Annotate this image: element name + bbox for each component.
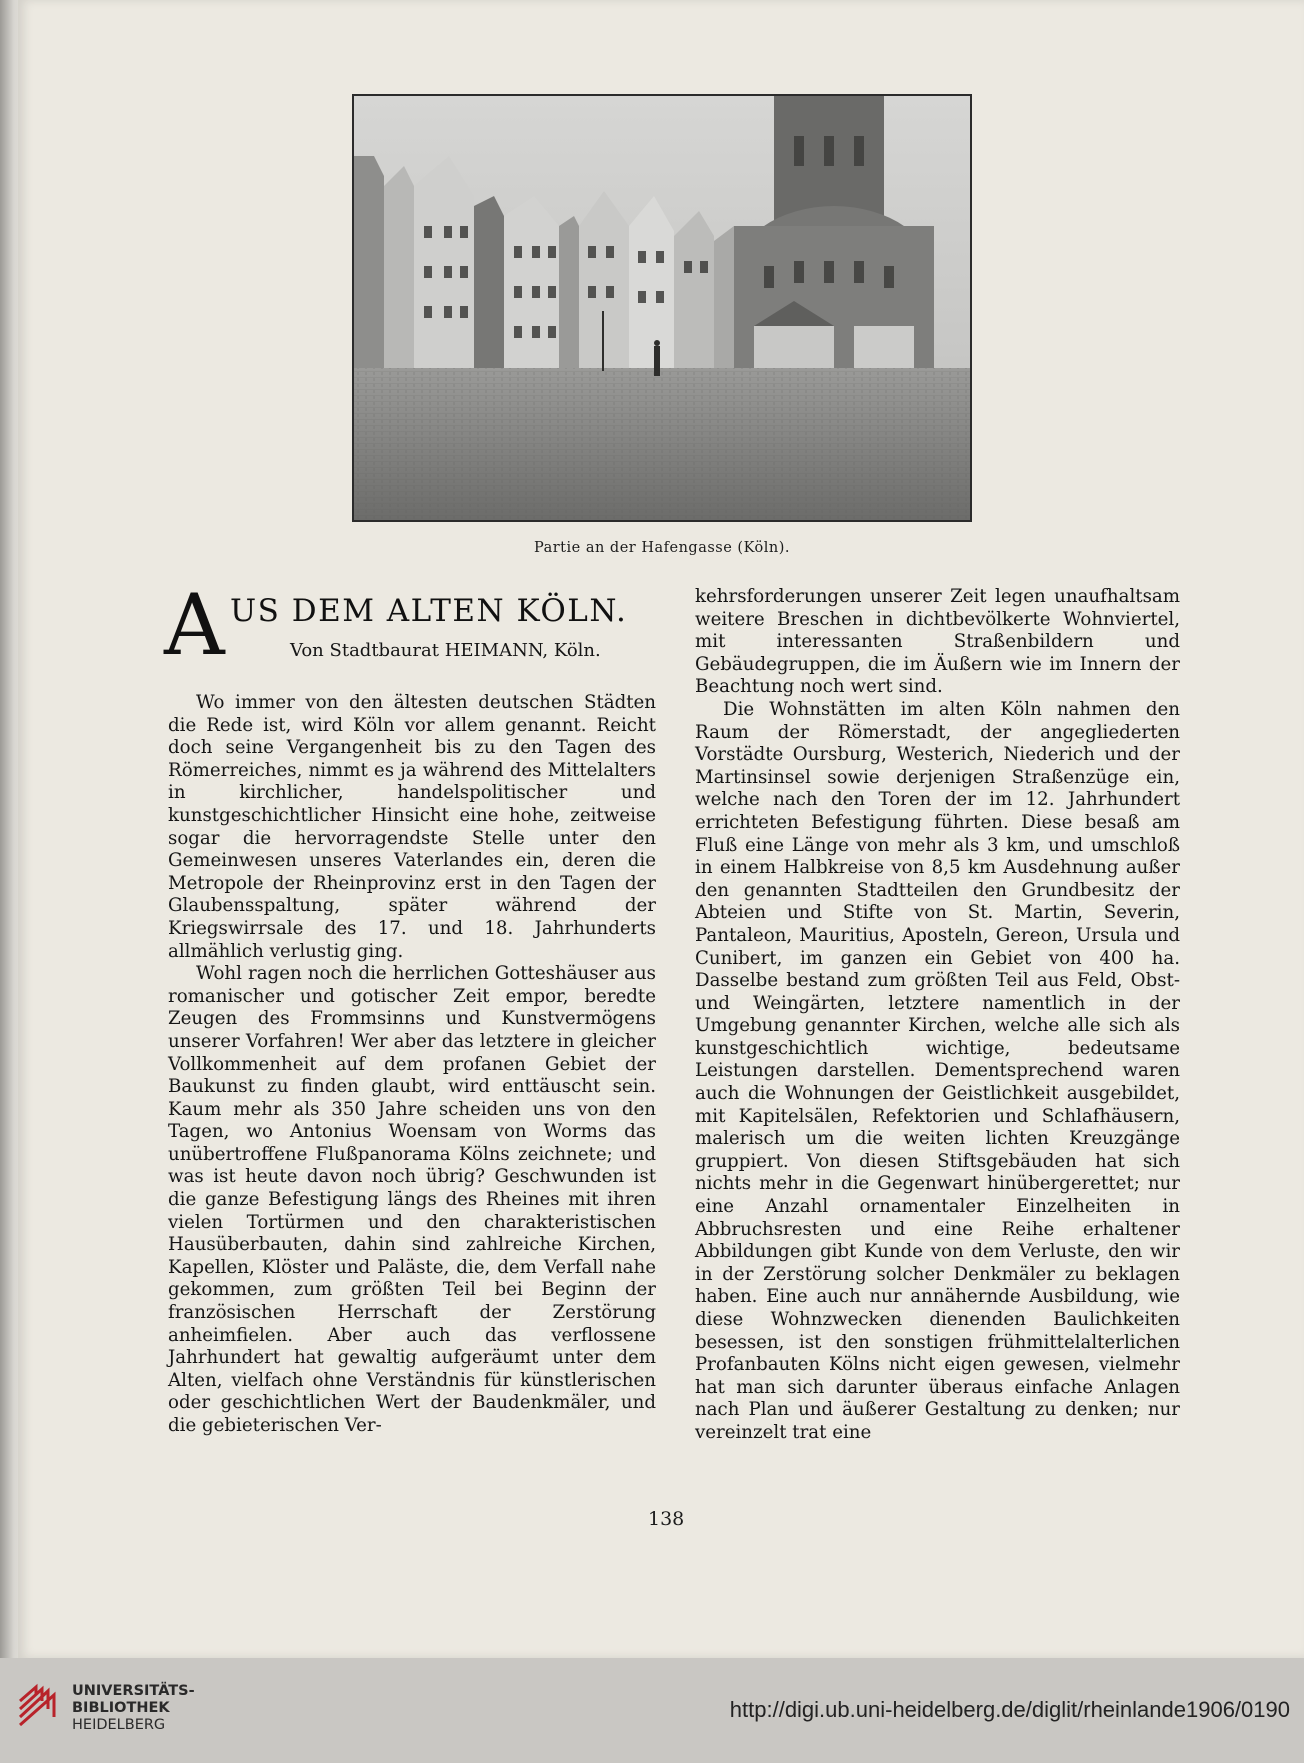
street-scene-image <box>354 96 970 520</box>
paragraph: kehrsforderungen unserer Zeit legen unaufhaltsam weitere Breschen in dichtbevölkerte Wohnviertel, mit interessanten Straßenbildern und Gebäudegruppen, die im Äußern wie im Innern der Beachtung noch wert sind. <box>695 586 1180 698</box>
paragraph: Wohl ragen noch die herrlichen Gotteshäuser aus romanischer und gotischer Zeit empor, beredte Zeugen des Frommsinns und Kunstvermögens unserer Vorfahren! Wer aber das letztere in gleicher Vollkommenheit auf dem profanen Gebiet der Baukunst zu finden glaubt, wird enttäuscht sein. Kaum mehr als 350 Jahre scheiden uns von den Tagen, wo Antonius Woensam von Worms das unübertroffene Flußpanorama Kölns zeichnete; und was ist heute davon noch übrig? Geschwunden ist die ganze Befestigung längs des Rheines mit ihren vielen Tortürmen und den charakteristischen Hausüberbauten, dahin sind zahlreiche Kirchen, Kapellen, Klöster und Paläste, die, dem Verfall nahe gekommen, zum größten Teil bei Beginn der französischen Herrschaft der Zerstörung anheimfielen. Aber auch das verflossene Jahrhundert hat gewaltig aufgeräumt unter dem Alten, vielfach ohne Verständnis für künstlerischen oder geschichtlichen Wert der Baudenkmäler, und die gebieterischen Ver- <box>168 963 656 1436</box>
photograph-hafengasse <box>352 94 972 522</box>
text-column-left <box>164 576 656 1438</box>
paragraph: Wo immer von den ältesten deutschen Städten die Rede ist, wird Köln vor allem genannt. Reicht doch seine Vergangenheit bis zu den Tagen des Römerreiches, nimmt es ja während des Mittelalters in kirchlicher, handelspolitischer und kunstgeschichtlicher Hinsicht eine hohe, zeitweise sogar die hervorragendste Stelle unter den Gemeinwesen unseres Vaterlandes ein, deren die Metropole der Rheinprovinz erst in den Tagen der Glaubensspaltung, später während der Kriegswirrsale des 17. und 18. Jahrhunderts allmählich verlustig ging. <box>168 692 656 962</box>
text-column-right <box>695 586 1180 1445</box>
library-name-line: BIBLIOTHEK <box>72 1700 170 1716</box>
library-logo-icon <box>14 1681 64 1731</box>
library-name-line: UNIVERSITÄTS- <box>72 1683 195 1699</box>
figure-caption: Partie an der Hafengasse (Köln). <box>534 540 790 556</box>
document-url-link[interactable]: http://digi.ub.uni-heidelberg.de/diglit/rheinlande1906/0190 <box>729 1697 1290 1722</box>
drop-cap: A <box>164 576 225 674</box>
library-name-line: HEIDELBERG <box>72 1717 166 1733</box>
article-heading <box>164 576 656 674</box>
page-number: 138 <box>648 1508 685 1530</box>
article-byline: Von Stadtbaurat HEIMANN, Köln. <box>290 640 601 661</box>
article-title: US DEM ALTEN KÖLN. <box>230 593 628 629</box>
paragraph: Die Wohnstätten im alten Köln nahmen den Raum der Römerstadt, der angegliederten Vorstädte Oursburg, Westerich, Niederich und der Martinsinsel sowie derjenigen Straßenzüge ein, welche nach den Toren der im 12. Jahrhundert errichteten Befestigung führten. Diese besaß am Fluß eine Länge von mehr als 3 km, und umschloß in einem Halbkreise von 8,5 km Ausdehnung außer den genannten Stadtteilen den Grundbesitz der Abteien und Stifte von St. Martin, Severin, Pantaleon, Mauritius, Aposteln, Gereon, Ursula und Cunibert, im ganzen ein Gebiet von 400 ha. Dasselbe bestand zum größten Teil aus Feld, Obst- und Weingärten, letztere namentlich in der Umgebung genannter Kirchen, welche alle sich als kunstgeschichtlich wichtige, bedeutsame Leistungen darstellen. Dementsprechend waren auch die Wohnungen der Geistlichkeit ausgebildet, mit Kapitelsälen, Refektorien und Schlafhäusern, malerisch um die weiten lichten Kreuzgänge gruppiert. Von diesen Stiftsgebäuden hat sich nichts mehr in die Gegenwart hinübergerettet; nur eine Anzahl ornamentaler Einzelheiten in Abbruchsresten und eine Reihe erhaltener Abbildungen gibt Kunde von dem Verluste, den wir in der Zerstörung solcher Denkmäler zu beklagen haben. Eine auch nur annähernde Ausbildung, wie diese Wohnzwecken dienenden Baulichkeiten besessen, ist den sonstigen frühmittelalterlichen Profanbauten Kölns nicht eigen gewesen, vielmehr hat man sich darunter überaus einfache Anlagen nach Plan und äußerer Gestaltung zu denken; nur vereinzelt trat eine <box>695 698 1180 1443</box>
library-name <box>72 1683 195 1734</box>
